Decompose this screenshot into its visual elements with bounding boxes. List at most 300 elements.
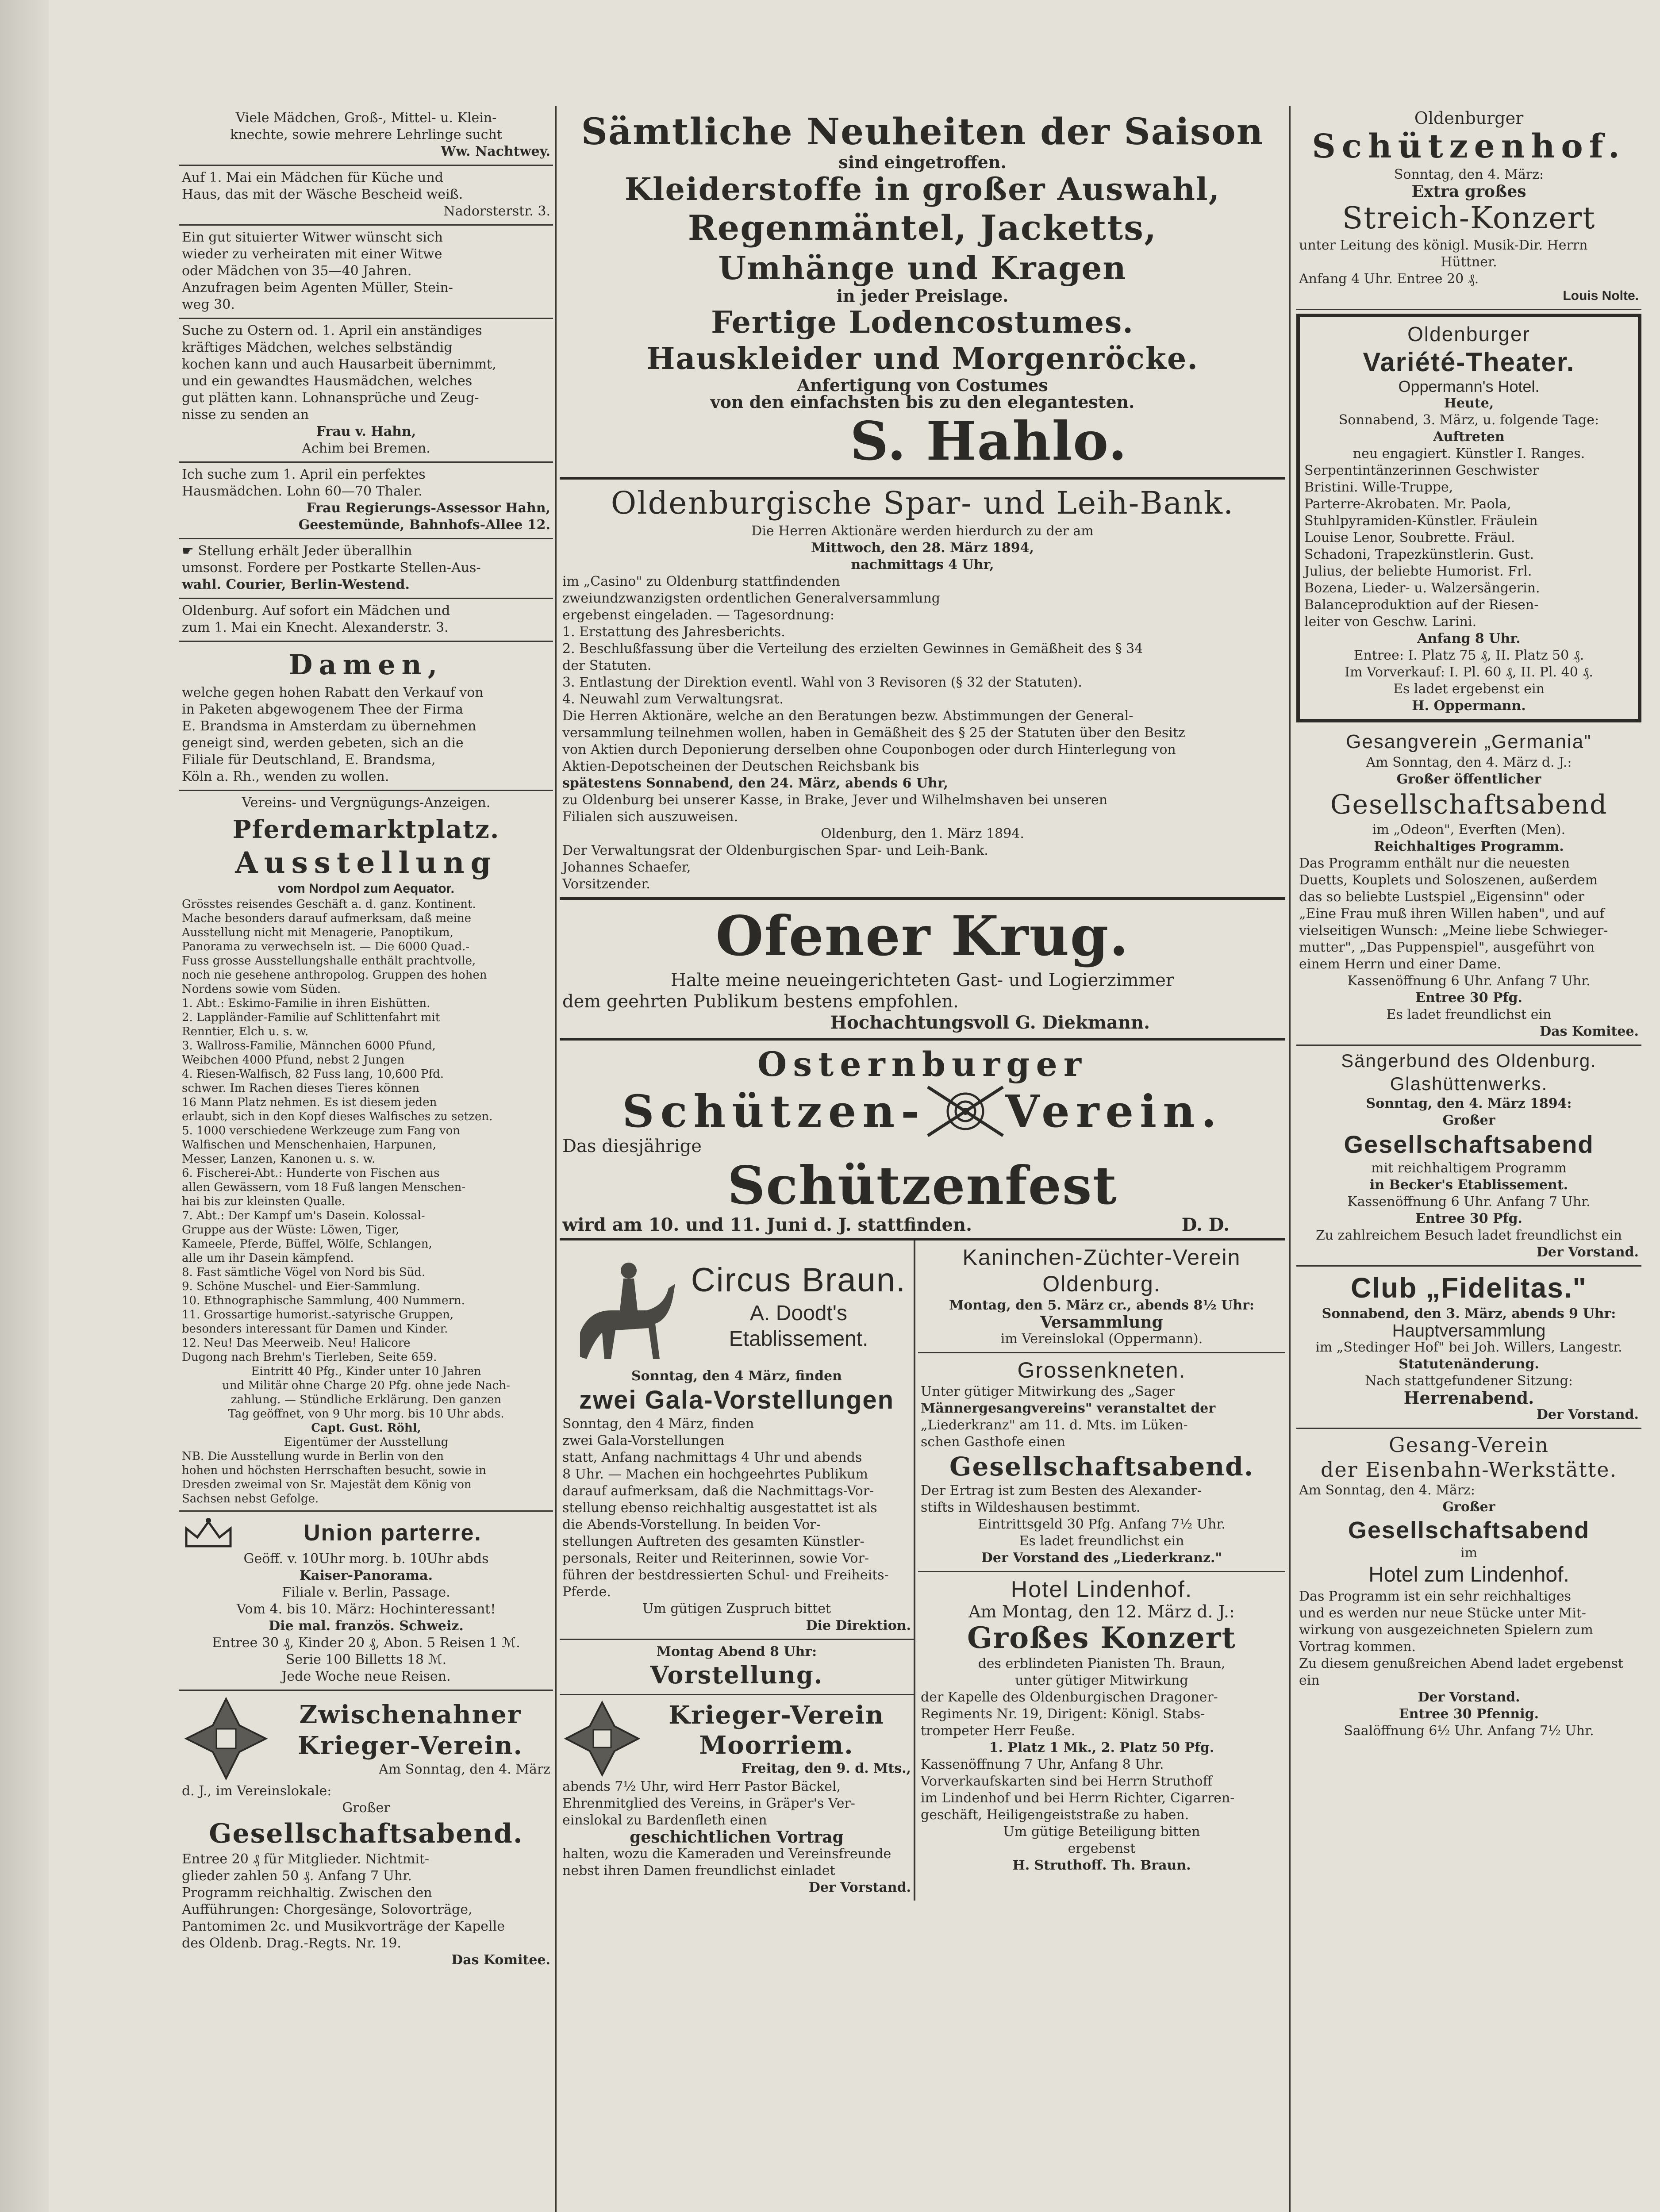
target-crossed-rifles-icon bbox=[926, 1085, 1005, 1138]
ad-line: Messer, Lanzen, Kanonen u. s. w. bbox=[182, 1152, 376, 1166]
ad-headline: Schützen- bbox=[622, 1085, 926, 1137]
ad-line: „Eine Frau muß ihren Willen haben", und auf bbox=[1299, 906, 1605, 922]
ad-hausmaedchen bbox=[179, 463, 553, 539]
ad-text: Montag Abend 8 Uhr: bbox=[656, 1644, 817, 1659]
ad-krieger-moorriem bbox=[560, 1695, 914, 1901]
ad-text: Hüttner. bbox=[1441, 254, 1497, 270]
center-bottom-right bbox=[918, 1240, 1285, 1878]
ad-text: kräftiges Mädchen, welches selbständig bbox=[182, 340, 453, 355]
ad-line: Mittwoch, den 28. März 1894, bbox=[811, 540, 1034, 556]
ad-line: Gruppe aus der Wüste: Löwen, Tiger, bbox=[182, 1223, 400, 1237]
ad-text: wieder zu verheiraten mit einer Witwe bbox=[182, 246, 442, 262]
ad-line: Es ladet freundlichst ein bbox=[1386, 1007, 1552, 1022]
ad-line: der Kapelle des Oldenburgischen Dragoner- bbox=[921, 1690, 1218, 1705]
ad-line: Entree 30 Pfennig. bbox=[1399, 1706, 1539, 1722]
ad-text: knechte, sowie mehrere Lehrlinge sucht bbox=[230, 127, 502, 142]
ad-line: Das Programm enthält nur die neuesten bbox=[1299, 856, 1570, 871]
ad-headline: Gesellschaftsabend bbox=[1344, 1130, 1594, 1158]
ad-text: Anfang 4 Uhr. Entree 20 ₰. bbox=[1299, 271, 1479, 287]
ad-body bbox=[1299, 1160, 1639, 1261]
ost-date-row bbox=[562, 1214, 1283, 1235]
ad-line: 6. Fischerei-Abt.: Hunderte von Fischen aus bbox=[182, 1167, 440, 1180]
ad-schuetzenhof bbox=[1296, 106, 1641, 310]
ad-line: Vorverkaufskarten sind bei Herrn Struthoff bbox=[921, 1774, 1212, 1789]
ad-text: abends 7½ Uhr, wird Herr Pastor Bäckel, bbox=[562, 1779, 841, 1794]
ad-line: neu engagiert. Künstler I. Ranges. bbox=[1353, 446, 1585, 461]
ad-line: Heute, bbox=[1444, 396, 1494, 411]
ad-text: Der Ertrag ist zum Besten des Alexander- bbox=[921, 1483, 1202, 1498]
ad-line: Sonntag, den 4 März, finden bbox=[562, 1416, 754, 1432]
ad-ausstellung-nordpol bbox=[179, 791, 553, 1512]
ad-line: Die Direktion. bbox=[806, 1618, 911, 1633]
ad-text: in Paketen abgewogenem Thee der Firma bbox=[182, 702, 463, 717]
ad-line: trompeter Herr Feuße. bbox=[921, 1723, 1076, 1739]
ad-line: Regiments Nr. 19, Dirigent: Königl. Stabs- bbox=[921, 1706, 1205, 1722]
circus-header bbox=[562, 1244, 911, 1368]
ad-line: mutter", „Das Puppenspiel", ausgeführt von bbox=[1299, 940, 1595, 955]
ad-headline: Großes Konzert bbox=[967, 1621, 1237, 1655]
ad-headline: Hauskleider und Morgenröcke. bbox=[646, 341, 1199, 376]
ad-headline: Oldenburgische Spar- und Leih-Bank. bbox=[611, 485, 1234, 521]
ad-signature: Frau Regierungs-Assessor Hahn, bbox=[306, 500, 550, 516]
ad-line: Serpentintänzerinnen Geschwister bbox=[1304, 463, 1539, 478]
ad-headline: Oldenburg. bbox=[1042, 1271, 1161, 1296]
ad-line: unter gütiger Mitwirkung bbox=[1015, 1673, 1188, 1688]
ad-text: weg 30. bbox=[182, 297, 235, 312]
ad-line: Sonnabend, 3. März, u. folgende Tage: bbox=[1338, 412, 1599, 428]
ad-line: des Oldenb. Drag.-Regts. Nr. 19. bbox=[182, 1936, 401, 1951]
ad-text: welche gegen hohen Rabatt den Verkauf von bbox=[182, 685, 484, 700]
ad-headline: Union parterre. bbox=[304, 1520, 482, 1546]
iron-cross-icon bbox=[182, 1694, 270, 1783]
ad-line: Der Vorstand. bbox=[1418, 1690, 1520, 1705]
ad-line: Tag geöffnet, von 9 Uhr morg. bis 10 Uhr abds. bbox=[228, 1407, 504, 1421]
ad-line: 4. Riesen-Walfisch, 82 Fuss lang, 10,600 Pfd. bbox=[182, 1068, 444, 1081]
ad-line: personals, Reiter und Reiterinnen, sowie Vor- bbox=[562, 1551, 869, 1566]
ad-headline: Zwischenahner bbox=[299, 1700, 522, 1729]
ad-line: Saalöffnung 6½ Uhr. Anfang 7½ Uhr. bbox=[1344, 1723, 1594, 1739]
ad-text: oder Mädchen von 35—40 Jahren. bbox=[182, 263, 412, 279]
ad-line: Pferde. bbox=[562, 1584, 611, 1600]
ad-body bbox=[182, 897, 550, 996]
ad-body bbox=[182, 1551, 550, 1685]
ad-headline: Sängerbund des Oldenburg. bbox=[1341, 1050, 1597, 1071]
page-binding-edge bbox=[0, 0, 49, 2212]
ad-text: geschichtlichen Vortrag bbox=[630, 1828, 844, 1847]
ad-headline: Gesang-Verein bbox=[1388, 1433, 1549, 1457]
ad-line: Filialen sich auszuweisen. bbox=[562, 809, 738, 825]
center-bottom-split bbox=[560, 1240, 1285, 1901]
ad-text: Sonntag, den 4. März 1894: bbox=[1366, 1096, 1572, 1111]
ad-body bbox=[921, 1655, 1283, 1874]
ad-line: Ausstellung nicht mit Menagerie, Panoptikum, bbox=[182, 926, 453, 939]
ad-line: Es ladet ergebenst ein bbox=[1393, 681, 1545, 697]
ad-headline: Sämtliche Neuheiten der Saison bbox=[581, 111, 1264, 153]
ad-line: des erblindeten Pianisten Th. Braun, bbox=[978, 1656, 1226, 1671]
ad-line: Renntier, Elch u. s. w. bbox=[182, 1025, 309, 1038]
ad-headline: Vorstellung. bbox=[650, 1661, 823, 1689]
circus-title-block bbox=[686, 1260, 911, 1352]
column-right bbox=[1296, 106, 1641, 1744]
ad-text: Eintrittsgeld 30 Pfg. Anfang 7½ Uhr. bbox=[978, 1517, 1226, 1532]
ad-address: Geestemünde, Bahnhofs-Allee 12. bbox=[298, 517, 550, 533]
ad-line: Im Vorverkauf: I. Pl. 60 ₰, II. Pl. 40 ₰. bbox=[1345, 664, 1593, 680]
ad-line: Mache besonders darauf aufmerksam, daß meine bbox=[182, 912, 472, 925]
ad-line: Aktien-Depotscheinen der Deutschen Reichsbank bis bbox=[562, 759, 919, 774]
ad-text: wird am 10. und 11. Juni d. J. stattfinden. bbox=[562, 1214, 972, 1235]
ad-text: Montag, den 5. März cr., abends 8½ Uhr: bbox=[949, 1298, 1254, 1313]
ad-spar-leih-bank bbox=[560, 480, 1285, 900]
ad-line: zwei Gala-Vorstellungen bbox=[562, 1433, 725, 1448]
ad-line: 9. Schöne Muschel- und Eier-Sammlung. bbox=[182, 1280, 420, 1293]
ad-kaninchen-verein bbox=[918, 1240, 1285, 1353]
ad-line: H. Struthoff. Th. Braun. bbox=[1012, 1858, 1191, 1873]
ad-headline: Verein. bbox=[1005, 1085, 1223, 1137]
ad-headline: Grossenkneten. bbox=[1017, 1358, 1186, 1382]
ad-line: zu Oldenburg bei unserer Kasse, in Brake, Jever und Wilhelmshaven bei unseren bbox=[562, 792, 1108, 808]
ad-body bbox=[1304, 395, 1633, 714]
ad-line: zahlung. — Stündliche Erklärung. Den ganzen bbox=[231, 1393, 502, 1406]
ad-line: Zu zahlreichem Besuch ladet freundlichst ein bbox=[1315, 1228, 1622, 1243]
ad-line: Balanceproduktion auf der Riesen- bbox=[1304, 597, 1539, 613]
ad-line: statt, Anfang nachmittags 4 Uhr und abends bbox=[562, 1450, 862, 1465]
ad-text: nisse zu senden an bbox=[182, 407, 309, 422]
ad-line: Walfischen und Menschenhaien, Harpunen, bbox=[182, 1138, 436, 1152]
ad-line: Entree 30 ₰, Kinder 20 ₰, Abon. 5 Reisen 1 ℳ. bbox=[212, 1635, 520, 1651]
ad-line: noch nie gesehene anthropolog. Gruppen des hohen bbox=[182, 968, 487, 982]
ad-line: hai bis zur kleinsten Qualle. bbox=[182, 1195, 346, 1208]
ad-text: Am Montag, den 12. März d. J.: bbox=[968, 1602, 1235, 1621]
ad-line: Kassenöffnung 6 Uhr. Anfang 7 Uhr. bbox=[1347, 973, 1591, 989]
ad-line: Die Herren Aktionäre, welche an den Beratungen bezw. Abstimmungen der General- bbox=[562, 708, 1134, 724]
ad-line: 2. Beschlußfassung über die Verteilung des erzielten Gewinnes in Gemäßheit des § 34 bbox=[562, 641, 1143, 657]
ad-line: Entree 30 Pfg. bbox=[1415, 990, 1523, 1006]
ad-saengerbund bbox=[1296, 1046, 1641, 1267]
ad-circus-braun bbox=[560, 1240, 914, 1640]
ad-text: Am Sonntag, den 4. März: bbox=[1299, 1482, 1475, 1498]
ad-circus-montag bbox=[560, 1640, 914, 1695]
ad-line: leiter von Geschw. Larini. bbox=[1304, 614, 1477, 630]
ad-text: Sonntag, den 4. März: bbox=[1394, 167, 1544, 182]
ad-headline: Kaninchen-Züchter-Verein bbox=[962, 1245, 1241, 1270]
ad-headline: Circus Braun. bbox=[691, 1261, 907, 1299]
ad-signature: Ww. Nachtwey. bbox=[441, 144, 550, 159]
ad-signature: Hochachtungsvoll G. Diekmann. bbox=[830, 1012, 1150, 1033]
ad-line: 4. Neuwahl zum Verwaltungsrat. bbox=[562, 691, 784, 707]
ad-line: nachmittags 4 Uhr, bbox=[851, 557, 994, 572]
ad-text: Unter gütiger Mitwirkung des „Sager bbox=[921, 1384, 1175, 1399]
ad-line: in Becker's Etablissement. bbox=[1369, 1177, 1568, 1193]
ad-line: zweiundzwanzigsten ordentlichen Generalversammlung bbox=[562, 591, 940, 606]
ad-line: und es werden nur neue Stücke unter Mit- bbox=[1299, 1605, 1586, 1621]
moor-header bbox=[562, 1699, 911, 1778]
ad-text: Hauptversammlung bbox=[1392, 1321, 1546, 1340]
ad-text: E. Brandsma in Amsterdam zu übernehmen bbox=[182, 718, 476, 734]
ad-line: 7. Abt.: Der Kampf um's Dasein. Kolossal- bbox=[182, 1209, 425, 1222]
ad-text: zum 1. Mai ein Knecht. Alexanderstr. 3. bbox=[182, 620, 449, 635]
ad-line: Vom 4. bis 10. März: Hochinteressant! bbox=[236, 1601, 496, 1617]
ad-headline: Gesellschaftsabend. bbox=[949, 1452, 1254, 1482]
ad-text: unter Leitung des königl. Musik-Dir. Herrn bbox=[1299, 238, 1588, 253]
ad-variete-theater bbox=[1296, 314, 1641, 722]
ad-line: Kaiser-Panorama. bbox=[299, 1568, 433, 1583]
ad-text: Es ladet freundlichst ein bbox=[1019, 1533, 1184, 1549]
ad-line: erlaubt, sich in den Kopf dieses Walfisches zu setzen. bbox=[182, 1110, 493, 1123]
ad-line: stellungen Auftreten des gesamten Künstler- bbox=[562, 1534, 865, 1549]
ad-address: Achim bei Bremen. bbox=[302, 441, 430, 456]
column-center bbox=[560, 106, 1285, 1901]
ad-hahn-achim bbox=[179, 319, 553, 463]
ad-text: Oldenburg. Auf sofort ein Mädchen und bbox=[182, 603, 450, 618]
ad-text: Ich suche zum 1. April ein perfektes bbox=[182, 467, 426, 482]
ad-text: kochen kann und auch Hausarbeit übernimmt, bbox=[182, 357, 496, 372]
ad-text: Großer bbox=[342, 1800, 390, 1816]
ad-text bbox=[182, 543, 550, 560]
section-heading: Vereins- und Vergnügungs-Anzeigen. bbox=[242, 795, 491, 810]
ad-line: alle um ihr Dasein kämpfend. bbox=[182, 1252, 354, 1265]
ad-line: versammlung teilnehmen wollen, haben in Gemäßheit des § 25 der Statuten über den Besitz bbox=[562, 725, 1185, 741]
ad-zwischenahner-krieger bbox=[179, 1691, 553, 1973]
ad-headline: Umhänge und Kragen bbox=[718, 249, 1127, 287]
ad-text: umsonst. Fordere per Postkarte Stellen-Aus- bbox=[182, 560, 481, 576]
ad-line: Um gütige Beteiligung bitten bbox=[1003, 1824, 1200, 1839]
ad-line: NB. Die Ausstellung wurde in Berlin von den bbox=[182, 1450, 444, 1463]
ad-signature: Louis Nolte. bbox=[1563, 288, 1639, 303]
ad-headline: Ofener Krug. bbox=[715, 904, 1130, 968]
ad-line: Das Programm ist ein sehr reichhaltiges bbox=[1299, 1589, 1572, 1604]
ad-text: halten, wozu die Kameraden und Vereinsfreunde bbox=[562, 1846, 891, 1862]
crown-icon bbox=[182, 1515, 235, 1551]
ad-text: Großer bbox=[1442, 1113, 1495, 1128]
ad-witwer bbox=[179, 226, 553, 319]
ad-text: Anfertigung von Costumes bbox=[797, 375, 1048, 395]
ad-address: Nadorsterstr. 3. bbox=[443, 204, 550, 219]
ad-text: Sonntag, den 4 März, finden bbox=[631, 1368, 842, 1384]
ad-headline: Gesellschaftsabend bbox=[1348, 1517, 1590, 1544]
ad-hahlo bbox=[560, 106, 1285, 480]
ad-line: 8. Fast sämtliche Vögel von Nord bis Süd. bbox=[182, 1266, 426, 1279]
ad-line: Capt. Gust. Röhl, bbox=[311, 1421, 421, 1435]
ad-line: Parterre-Akrobaten. Mr. Paola, bbox=[1304, 496, 1511, 512]
ad-body bbox=[562, 1416, 911, 1634]
ad-line: darauf aufmerksam, daß die Nachmittags-Vor- bbox=[562, 1483, 874, 1499]
ad-line: Dugong nach Brehm's Tierleben, Seite 659. bbox=[182, 1351, 437, 1364]
horse-rider-icon bbox=[562, 1244, 686, 1368]
ad-club-fidelitas bbox=[1296, 1267, 1641, 1429]
ad-signature: Der Vorstand. bbox=[808, 1880, 911, 1895]
ad-text: im „Stedinger Hof" bei Joh. Willers, Langestr. bbox=[1315, 1340, 1622, 1355]
ad-text: Das diesjährige bbox=[562, 1136, 702, 1156]
ad-line: Entree 30 Pfg. bbox=[1415, 1211, 1523, 1226]
ad-line: Kassenöffnung 6 Uhr. Anfang 7 Uhr. bbox=[1347, 1194, 1591, 1210]
ad-line: Stuhlpyramiden-Künstler. Fräulein bbox=[1304, 513, 1538, 529]
ad-line: Schadoni, Trapezkünstlerin. Gust. bbox=[1304, 547, 1534, 562]
ad-text: Halte meine neueingerichteten Gast- und Logierzimmer bbox=[670, 970, 1175, 991]
ad-text: stifts in Wildeshausen bestimmt. bbox=[921, 1500, 1141, 1515]
ad-body bbox=[1299, 1545, 1639, 1740]
ad-line: von Aktien durch Deponierung derselben ohne Couponbogen oder durch Hinterlegung von bbox=[562, 742, 1176, 757]
ad-exhibit-list bbox=[182, 996, 550, 1506]
ad-subheadline: Oppermann's Hotel. bbox=[1398, 377, 1540, 396]
ad-text: Auf 1. Mai ein Mädchen für Küche und bbox=[182, 170, 443, 185]
ad-text-inline: Stellung erhält Jeder überallhin bbox=[198, 543, 412, 559]
ad-line: einem Herrn und einer Dame. bbox=[1299, 956, 1502, 972]
ad-line: Die Herren Aktionäre werden hierdurch zu der am bbox=[751, 523, 1094, 539]
ad-line: Eintritt 40 Pfg., Kinder unter 10 Jahren bbox=[251, 1365, 481, 1378]
ad-body bbox=[182, 1851, 550, 1969]
ad-text: sind eingetroffen. bbox=[838, 152, 1007, 172]
ad-signature: Der Vorstand des „Liederkranz." bbox=[981, 1550, 1222, 1566]
ad-line: Duetts, Kouplets und Soloszenen, außerdem bbox=[1299, 872, 1598, 888]
ad-line: 10. Ethnographische Sammlung, 400 Nummern. bbox=[182, 1294, 465, 1307]
ad-text: Hausmädchen. Lohn 60—70 Thaler. bbox=[182, 484, 423, 499]
ad-line: das so beliebte Lustspiel „Eigensinn" oder bbox=[1299, 889, 1584, 905]
ad-eisenbahn-gesangverein bbox=[1296, 1429, 1641, 1744]
ad-line: und Militär ohne Charge 20 Pfg. ohne jede Nach- bbox=[222, 1379, 510, 1392]
ad-headline: zwei Gala-Vorstellungen bbox=[579, 1386, 895, 1414]
ad-text: Am Sonntag, den 4. März d. J.: bbox=[1366, 755, 1572, 770]
ad-text: Haus, das mit der Wäsche Bescheid weiß. bbox=[182, 187, 463, 202]
ad-headline: Variété-Theater. bbox=[1363, 347, 1575, 377]
ad-line: Bristini. Wille-Truppe, bbox=[1304, 480, 1453, 495]
ad-line: Vortrag kommen. bbox=[1299, 1639, 1416, 1655]
ad-line: 1. Platz 1 Mk., 2. Platz 50 Pfg. bbox=[989, 1740, 1214, 1755]
ad-headline: Regenmäntel, Jacketts, bbox=[688, 208, 1157, 248]
ad-line: Der Verwaltungsrat der Oldenburgischen Spar- und Leih-Bank. bbox=[562, 843, 988, 858]
ad-line: die Abends-Vorstellung. In beiden Vor- bbox=[562, 1517, 821, 1532]
ad-text: Anzufragen beim Agenten Müller, Stein- bbox=[182, 280, 453, 296]
ad-text: Sonnabend, den 3. März, abends 9 Uhr: bbox=[1322, 1306, 1616, 1321]
ad-line: 8 Uhr. — Machen ein hochgeehrtes Publikum bbox=[562, 1467, 868, 1482]
ad-headline: Pferdemarktplatz. bbox=[232, 815, 500, 844]
ad-line: Zu diesem genußreichen Abend ladet ergebenst ein bbox=[1299, 1656, 1623, 1688]
ad-line: Nordens sowie vom Süden. bbox=[182, 983, 341, 996]
ad-line: im bbox=[1460, 1545, 1478, 1561]
ad-line: hohen und höchsten Herrschaften besucht, sowie in bbox=[182, 1464, 487, 1477]
ad-signature: S. Hahlo. bbox=[850, 410, 1128, 472]
krieger-header bbox=[182, 1694, 550, 1783]
ad-line: Kameele, Pferde, Büffel, Wölfe, Schlangen, bbox=[182, 1237, 432, 1251]
ad-text: Großer öffentlicher bbox=[1396, 772, 1541, 787]
ad-line: Eigentümer der Ausstellung bbox=[284, 1436, 449, 1449]
ad-line: schwer. Im Rachen dieses Tieres können bbox=[182, 1082, 420, 1095]
ad-line: 5. 1000 verschiedene Werkzeuge zum Fang von bbox=[182, 1124, 460, 1137]
ad-line: Filiale v. Berlin, Passage. bbox=[282, 1585, 450, 1600]
ad-text: Herrenabend. bbox=[1403, 1388, 1534, 1408]
ad-line: 3. Entlastung der Direktion eventl. Wahl von 3 Revisoren (§ 32 der Statuten). bbox=[562, 675, 1082, 690]
ad-line: glieder zahlen 50 ₰. Anfang 7 Uhr. bbox=[182, 1868, 412, 1884]
ad-line: 11. Grossartige humorist.-satyrische Gruppen, bbox=[182, 1308, 454, 1321]
ad-line: 16 Mann Platz nehmen. Es ist diesem jeden bbox=[182, 1096, 437, 1109]
ad-line: Jede Woche neue Reisen. bbox=[281, 1669, 451, 1684]
ad-line: Sachsen nebst Gefolge. bbox=[182, 1492, 319, 1505]
ad-headline: Moorriem. bbox=[699, 1731, 854, 1760]
ad-line: ergebenst bbox=[1068, 1841, 1136, 1856]
ad-line: Dresden zweimal von Sr. Majestät dem König von bbox=[182, 1478, 472, 1491]
ad-text: Männergesangvereins" veranstaltet der bbox=[921, 1401, 1216, 1416]
ad-line: Johannes Schaefer, bbox=[562, 860, 691, 875]
ad-line: im „Casino" zu Oldenburg stattfindenden bbox=[562, 574, 840, 589]
ad-alexanderstr bbox=[179, 599, 553, 642]
ad-hotel-lindenhof bbox=[918, 1572, 1285, 1878]
ad-text: im Vereinslokal (Oppermann). bbox=[1000, 1331, 1203, 1347]
ad-line: 1. Erstattung des Jahresberichts. bbox=[562, 624, 785, 640]
ad-line: Reichhaltiges Programm. bbox=[1374, 839, 1564, 854]
ad-line: Fuss grosse Ausstellungshalle enthält prachtvolle, bbox=[182, 954, 476, 968]
ad-line: besonders interessant für Damen und Kinder. bbox=[182, 1322, 448, 1336]
ad-line: wirkung von ausgezeichneten Spielern zum bbox=[1299, 1622, 1593, 1638]
ad-line: Entree 20 ₰ für Mitglieder. Nichtmit- bbox=[182, 1851, 430, 1867]
ad-text: Versammlung bbox=[1040, 1313, 1163, 1332]
ad-signature: D. D. bbox=[1181, 1214, 1230, 1235]
ad-text: in jeder Preislage. bbox=[836, 286, 1009, 306]
ad-line: Um gütigen Zuspruch bittet bbox=[642, 1601, 831, 1617]
ad-text: Freitag, den 9. d. Mts., bbox=[741, 1761, 911, 1776]
ad-line: im „Odeon", Everften (Men). bbox=[1372, 822, 1566, 837]
ad-line: im Lindenhof und bei Herrn Richter, Cigarren- bbox=[921, 1790, 1235, 1806]
ad-headline: Kleiderstoffe in großer Auswahl, bbox=[625, 171, 1220, 207]
ad-text: Viele Mädchen, Groß-, Mittel- u. Klein- bbox=[235, 110, 497, 126]
ad-subheadline: A. Doodt's bbox=[750, 1302, 847, 1325]
ad-line: mit reichhaltigem Programm bbox=[1371, 1160, 1567, 1176]
ad-headline: Schützenhof. bbox=[1312, 127, 1626, 165]
ad-line: H. Oppermann. bbox=[1412, 698, 1526, 714]
ad-line: Grösstes reisendes Geschäft a. d. ganz. Kontinent. bbox=[182, 898, 476, 911]
ad-headline: Streich-Konzert bbox=[1342, 201, 1596, 236]
ad-line: geschäft, Heiligengeiststraße zu haben. bbox=[921, 1807, 1189, 1823]
ad-headline: Fertige Lodencostumes. bbox=[711, 305, 1134, 340]
ad-headline: Krieger-Verein bbox=[669, 1701, 884, 1730]
ad-headline: Osternburger bbox=[757, 1045, 1087, 1084]
ad-subheadline: Etablissement. bbox=[729, 1327, 868, 1351]
union-header bbox=[182, 1515, 550, 1551]
ad-maedchen-kueche bbox=[179, 166, 553, 226]
ad-line: Kassenöffnung 7 Uhr, Anfang 8 Uhr. bbox=[921, 1757, 1164, 1772]
ad-grossenkneten bbox=[918, 1353, 1285, 1572]
ad-line: Das Komitee. bbox=[1540, 1024, 1639, 1039]
ad-line: der Statuten. bbox=[562, 658, 652, 673]
ad-stellung bbox=[179, 539, 553, 599]
ad-line: Der Vorstand. bbox=[1536, 1244, 1639, 1260]
ad-text: gut plätten kann. Lohnansprüche und Zeug- bbox=[182, 390, 479, 406]
ad-line: Julius, der beliebte Humorist. Frl. bbox=[1304, 564, 1532, 579]
ad-text: Suche zu Ostern od. 1. April ein anständiges bbox=[182, 323, 482, 338]
ad-body bbox=[1299, 822, 1639, 1040]
ad-text: d. J., im Vereinslokale: bbox=[182, 1783, 332, 1799]
krieger-title-block bbox=[270, 1699, 550, 1778]
ad-headline: Club „Fidelitas." bbox=[1351, 1272, 1587, 1304]
ost-title-row bbox=[562, 1085, 1283, 1138]
ad-line: Panorama zu verwechseln ist. — Die 6000 Quad.- bbox=[182, 940, 470, 953]
ad-line: Programm reichhaltig. Zwischen den bbox=[182, 1885, 432, 1901]
ad-line: allen Gewässern, vom 18 Fuß langen Menschen- bbox=[182, 1181, 466, 1194]
ad-text: Oldenburger bbox=[1414, 108, 1524, 128]
ad-text: Köln a. Rh., wenden zu wollen. bbox=[182, 769, 389, 784]
center-bottom-left bbox=[560, 1240, 915, 1901]
ad-headline: Schützenfest bbox=[727, 1155, 1118, 1216]
ad-text: Am Sonntag, den 4. März bbox=[379, 1762, 550, 1777]
ad-nachtwey bbox=[179, 106, 553, 166]
moor-title-block bbox=[642, 1700, 911, 1777]
ad-line: Anfang 8 Uhr. bbox=[1417, 631, 1521, 646]
ad-line: 12. Neu! Das Meerweib. Neu! Halicore bbox=[182, 1336, 411, 1350]
ad-line: Auftreten bbox=[1433, 429, 1505, 445]
ad-line: ergebenst eingeladen. — Tagesordnung: bbox=[562, 607, 835, 623]
ad-text: Filiale für Deutschland, E. Brandsma, bbox=[182, 752, 436, 768]
ad-text: schen Gasthofe einen bbox=[921, 1434, 1065, 1450]
pointing-hand-icon: ☛ bbox=[182, 543, 198, 559]
ad-line: 3. Wallross-Familie, Männchen 6000 Pfund, bbox=[182, 1039, 436, 1052]
